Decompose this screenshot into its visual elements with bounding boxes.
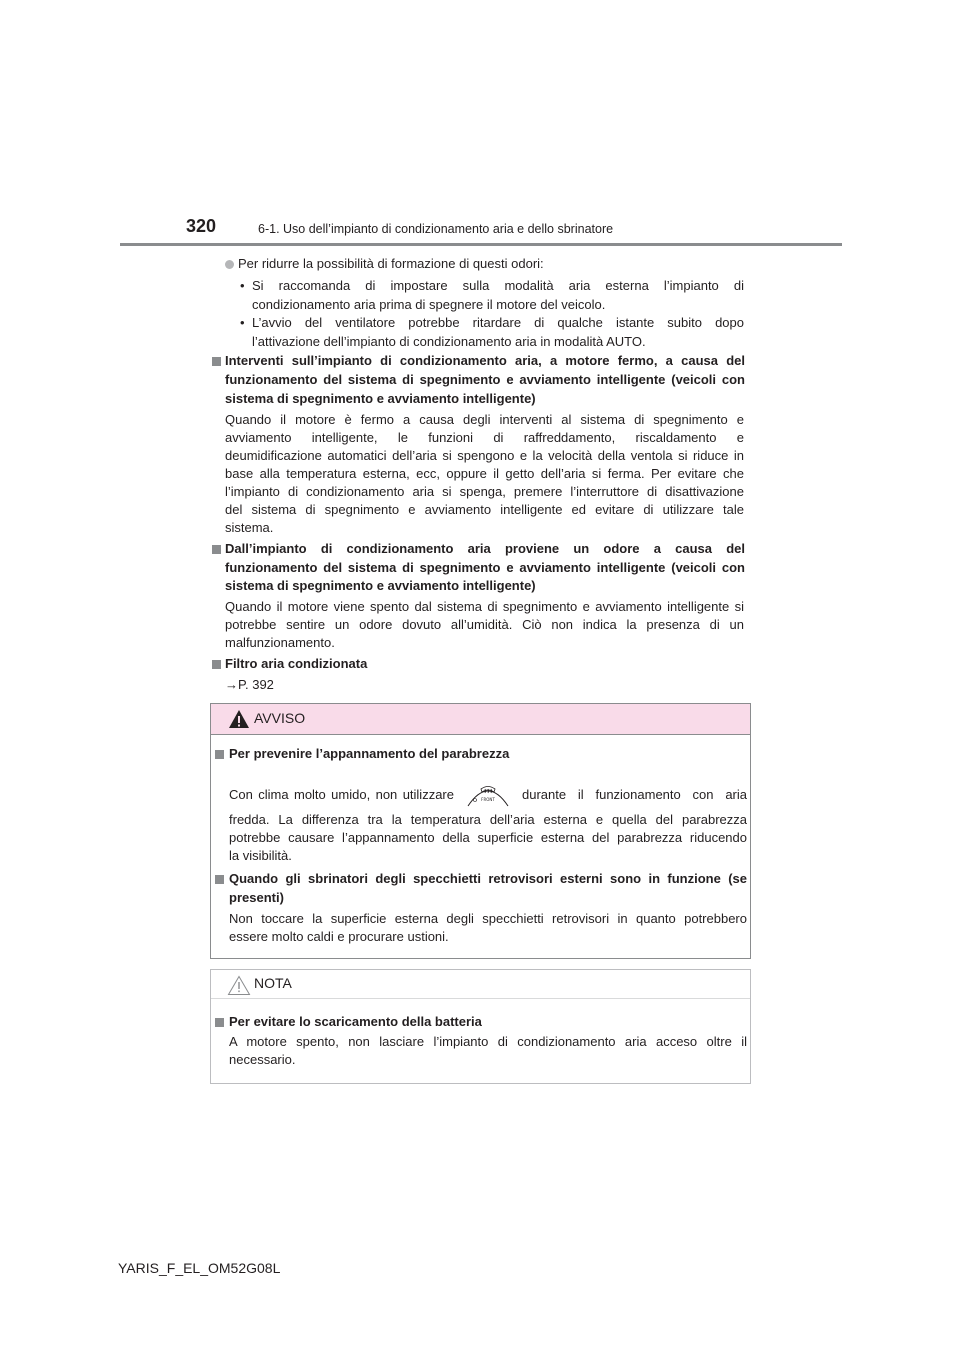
note-item-body-line-2: necessario.	[229, 1052, 296, 1067]
page-reference-link[interactable]: →P. 392	[225, 677, 274, 692]
square-bullet-icon	[215, 750, 224, 759]
warning-item-1-text-after: durante il funzionamento con aria	[522, 786, 747, 802]
section-2-title-line-1: Dall’impianto di condizionamento aria proviene un odore a causa del	[225, 541, 745, 556]
warning-item-2-body-line-1: Non toccare la superficie esterna degli specchietti retrovisori in quanto potrebbero	[229, 911, 747, 926]
header-divider	[120, 243, 842, 246]
note-box-header	[211, 970, 750, 999]
warning-item-1-line-1	[229, 780, 747, 808]
sub-item-1-line-1: Si raccomanda di impostare sulla modalità aria esterna l’impianto di	[252, 278, 744, 293]
sub-bullet-dot: •	[240, 315, 245, 330]
caution-triangle-icon	[227, 975, 251, 996]
section-1-body-line-3: deumidificazione automatici dell’aria si spengono e la velocità della ventola si riduce in	[225, 448, 744, 463]
warning-box	[210, 703, 751, 959]
section-2-title-line-3: sistema di spegnimento e avviamento intelligente)	[225, 578, 536, 593]
warning-item-1-body-line-1: fredda. La differenza tra la temperatura dell’aria esterna e quella del parabrezza	[229, 812, 747, 827]
square-bullet-icon	[212, 545, 221, 554]
front-defroster-button-icon	[466, 780, 510, 808]
sub-item-2-line-1: L’avvio del ventilatore potrebbe ritardare di qualche istante subito dopo	[252, 315, 744, 330]
square-bullet-icon	[212, 357, 221, 366]
warning-item-2-title-line-2: presenti)	[229, 890, 284, 905]
sub-item-1-line-2: condizionamento aria prima di spegnere il motore del veicolo.	[252, 297, 606, 312]
warning-item-2-title-line-1: Quando gli sbrinatori degli specchietti retrovisori esterni sono in funzione (se	[229, 871, 747, 886]
section-1-body-line-5: l’impianto di condizionamento aria si spenga, premere l’interruttore di disattivazione	[225, 484, 744, 499]
note-item-title: Per evitare lo scaricamento della batteria	[229, 1014, 482, 1029]
section-2-title-line-2: funzionamento del sistema di spegnimento e avviamento intelligente (veicoli con	[225, 560, 745, 575]
note-item-body-line-1: A motore spento, non lasciare l’impianto di condizionamento aria acceso oltre il	[229, 1034, 747, 1049]
section-1-body-line-4: base alla temperatura esterna, ecc, oppure il getto dell’aria si ferma. Per evitare che	[225, 466, 744, 481]
warning-item-1-body-line-2: potrebbe causare l’appannamento della superficie esterna del parabrezza riducendo	[229, 830, 747, 845]
square-bullet-icon	[215, 1018, 224, 1027]
section-1-title-line-2: funzionamento del sistema di spegnimento e avviamento intelligente (veicoli con	[225, 372, 745, 387]
front-button-label: FRONT	[481, 797, 495, 802]
page-number: 320	[186, 216, 217, 236]
warning-item-1-text-before: Con clima molto umido, non utilizzare	[229, 786, 454, 802]
warning-title: AVVISO	[254, 710, 306, 726]
warning-box-header	[211, 704, 750, 735]
warning-triangle-icon	[228, 709, 250, 729]
section-1-body-line-6: del sistema di spegnimento e avviamento intelligente ed evitare di utilizzare tale	[225, 502, 744, 517]
note-box	[210, 969, 751, 1084]
section-title: 6-1. Uso dell’impianto di condizionamento aria e dello sbrinatore	[258, 222, 614, 236]
sub-bullet-dot: •	[240, 278, 245, 293]
note-title: NOTA	[254, 975, 292, 991]
circle-bullet-icon	[225, 260, 234, 269]
square-bullet-icon	[215, 875, 224, 884]
document-code: YARIS_F_EL_OM52G08L	[118, 1260, 281, 1276]
square-bullet-icon	[212, 660, 221, 669]
warning-item-1-title: Per prevenire l’appannamento del parabrezza	[229, 746, 510, 761]
section-2-body-line-2: potrebbe sentire un odore dovuto all’umidità. Ciò non indica la presenza di un	[225, 617, 744, 632]
section-3-title: Filtro aria condizionata	[225, 656, 368, 671]
section-2-body-line-3: malfunzionamento.	[225, 635, 335, 650]
warning-item-2-body-line-2: essere molto caldi e procurare ustioni.	[229, 929, 449, 944]
section-1-body-line-1: Quando il motore è fermo a causa degli interventi al sistema di spegnimento e	[225, 412, 744, 427]
section-1-body-line-2: avviamento intelligente, le funzioni di raffreddamento, riscaldamento e	[225, 430, 744, 445]
section-1-body-line-7: sistema.	[225, 520, 274, 535]
section-2-body-line-1: Quando il motore viene spento dal sistema di spegnimento e avviamento intelligente si	[225, 599, 744, 614]
section-1-title-line-1: Interventi sull’impianto di condizionamento aria, a motore fermo, a causa del	[225, 353, 745, 368]
section-1-title-line-3: sistema di spegnimento e avviamento intelligente)	[225, 391, 536, 406]
sub-item-2-line-2: l’attivazione dell’impianto di condizionamento aria in modalità AUTO.	[252, 334, 646, 349]
intro-text: Per ridurre la possibilità di formazione di questi odori:	[238, 256, 544, 271]
warning-item-1-body-line-3: la visibilità.	[229, 848, 292, 863]
